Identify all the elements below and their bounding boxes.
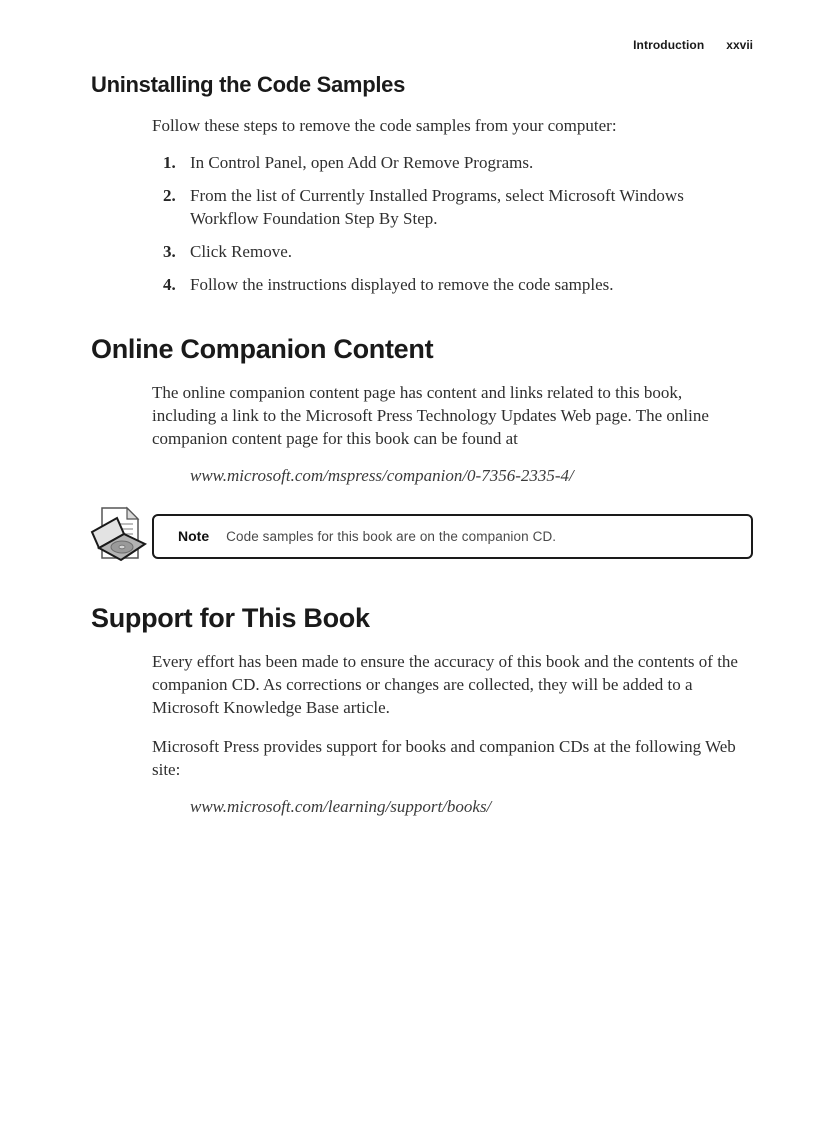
note-label: Note — [178, 528, 210, 544]
step-text: From the list of Currently Installed Programs, select Microsoft Windows Workflow Foundation Step By Step. — [190, 186, 684, 228]
note-callout — [88, 505, 753, 567]
uninstall-intro-paragraph: Follow these steps to remove the code samples from your computer: — [152, 116, 617, 135]
list-item — [163, 184, 742, 230]
section-heading-online-companion: Online Companion Content — [91, 334, 434, 364]
section-heading-support: Support for This Book — [91, 603, 370, 633]
step-number: 1. — [163, 153, 176, 172]
step-number: 3. — [163, 242, 176, 261]
step-number: 2. — [163, 186, 176, 205]
note-box — [152, 514, 753, 559]
online-companion-paragraph: The online companion content page has content and links related to this book, including a link to the Microsoft Press Technology Updates Web page. The online companion content page for this book can be found at — [152, 383, 709, 448]
step-text: Follow the instructions displayed to remove the code samples. — [190, 275, 614, 294]
section-heading-uninstalling: Uninstalling the Code Samples — [91, 72, 406, 97]
step-number: 4. — [163, 275, 176, 294]
support-url: www.microsoft.com/learning/support/books/ — [190, 797, 492, 816]
running-head-chapter: Introduction — [633, 38, 705, 52]
list-item — [163, 273, 742, 296]
companion-cd-icon — [88, 505, 150, 567]
note-text: Code samples for this book are on the companion CD. — [226, 528, 557, 544]
support-paragraph-1: Every effort has been made to ensure the accuracy of this book and the contents of the companion CD. As corrections or changes are collected, they will be added to a Microsoft Knowledge Base article. — [152, 652, 738, 717]
support-paragraph-2: Microsoft Press provides support for books and companion CDs at the following Web site: — [152, 737, 736, 779]
uninstall-steps-list — [163, 151, 742, 296]
page-number: xxvii — [726, 38, 753, 52]
list-item — [163, 240, 742, 263]
companion-url: www.microsoft.com/mspress/companion/0-7356-2335-4/ — [190, 466, 574, 485]
list-item — [163, 151, 742, 174]
step-text: In Control Panel, open Add Or Remove Programs. — [190, 153, 534, 172]
running-head — [0, 0, 816, 52]
step-text: Click Remove. — [190, 242, 292, 261]
